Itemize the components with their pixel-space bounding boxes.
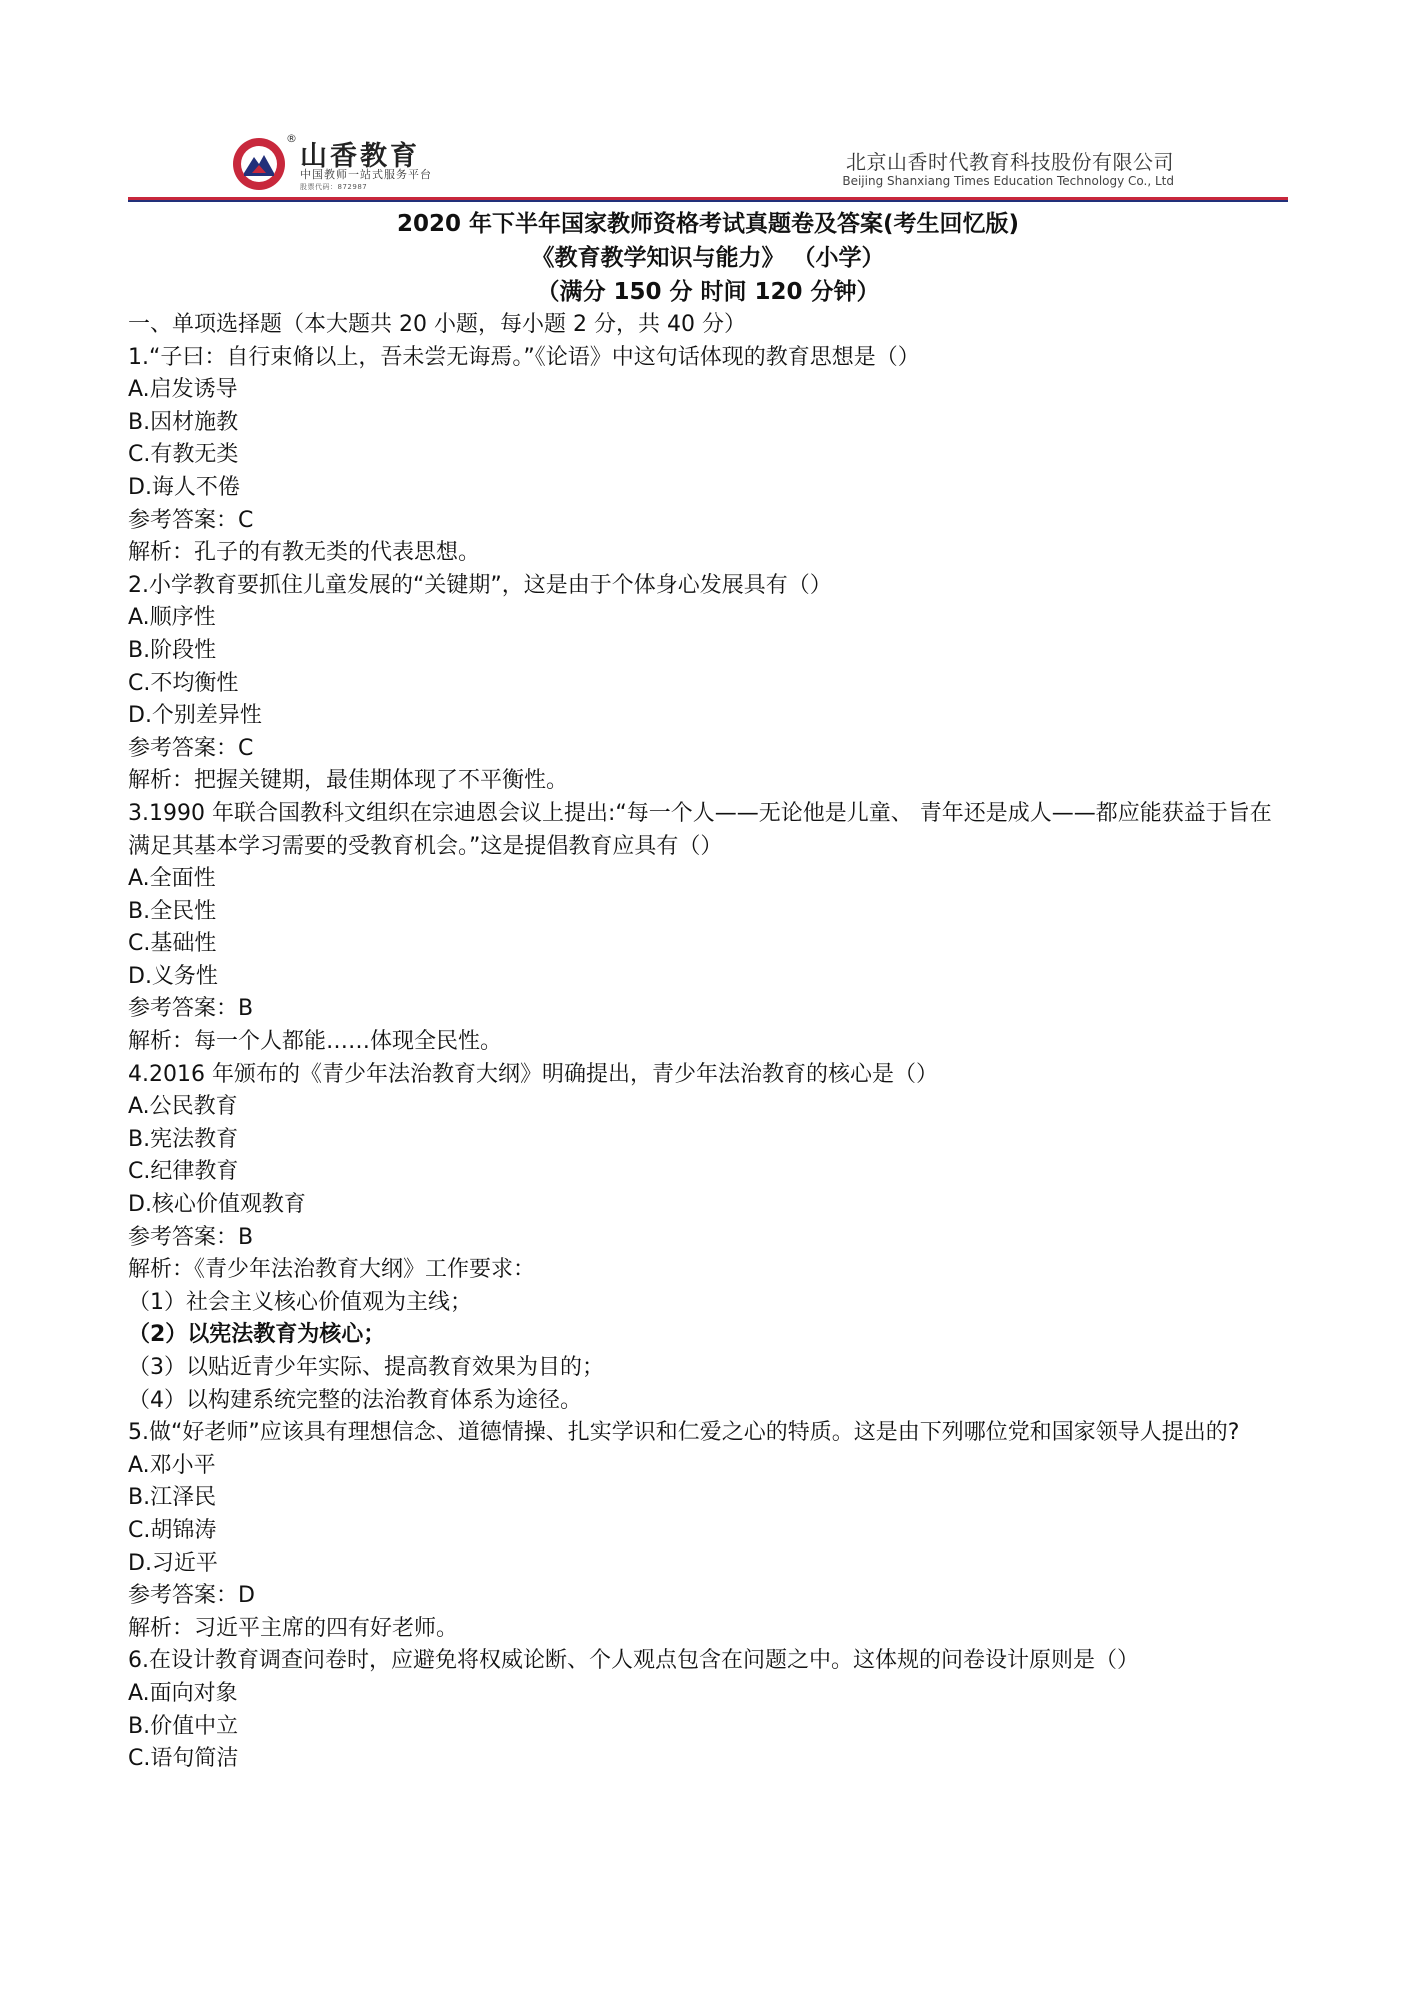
analysis-item: （3）以贴近青少年实际、提高教育效果为目的；: [128, 1355, 604, 1380]
option-d: D.个别差异性: [128, 703, 262, 729]
doc-score-time: （满分 150 分 时间 120 分钟）: [536, 279, 880, 305]
answer-analysis: 解析：《青少年法治教育大纲》工作要求：: [128, 1257, 536, 1283]
option-d: D.核心价值观教育: [128, 1192, 306, 1218]
document-body: [128, 207, 1288, 1776]
answer-analysis: 解析：每一个人都能……体现全民性。: [128, 1029, 503, 1055]
question-stem: 2.小学教育要抓住儿童发展的“关键期”，这是由于个体身心发展具有（）: [128, 572, 832, 598]
reference-answer: 参考答案：B: [128, 996, 254, 1022]
question-2: [128, 570, 1288, 798]
option-b: B.江泽民: [128, 1485, 217, 1511]
question-stem: 3.1990 年联合国教科文组织在宗迪恩会议上提出:“每一个人——无论他是儿童、 青年还是成人——都应能获益于旨在满足其基本学习需要的受教育机会。”这是提倡教育应具有（）: [128, 800, 1272, 859]
company-name-cn: 北京山香时代教育科技股份有限公司: [846, 150, 1174, 174]
answer-analysis: 解析：习近平主席的四有好老师。: [128, 1615, 459, 1641]
header-rule-blue: [128, 200, 1288, 202]
reference-answer: 参考答案：D: [128, 1583, 255, 1609]
brand-tagline: 中国教师一站式服务平台: [300, 168, 432, 181]
option-d: D.义务性: [128, 963, 218, 989]
option-d: D.习近平: [128, 1550, 218, 1576]
option-b: B.宪法教育: [128, 1126, 239, 1152]
analysis-item: （1）社会主义核心价值观为主线；: [128, 1289, 472, 1315]
option-c: C.不均衡性: [128, 670, 239, 696]
option-a: A.公民教育: [128, 1094, 238, 1120]
question-5: [128, 1417, 1288, 1645]
brand-name: 山香教育: [300, 141, 420, 172]
option-b: B.全民性: [128, 898, 217, 924]
option-c: C.基础性: [128, 931, 217, 957]
option-a: A.面向对象: [128, 1680, 238, 1706]
doc-subtitle: 《教育教学知识与能力》 （小学）: [531, 245, 885, 271]
question-stem: 6.在设计教育调查问卷时，应避免将权威论断、个人观点包含在问题之中。这体规的问卷设计原则是（）: [128, 1648, 1139, 1674]
analysis-item: （4）以构建系统完整的法治教育体系为途径。: [128, 1387, 582, 1413]
question-4: [128, 1059, 1288, 1418]
question-stem: 4.2016 年颁布的《青少年法治教育大纲》明确提出，青少年法治教育的核心是（）: [128, 1061, 938, 1087]
option-c: C.语句简洁: [128, 1746, 239, 1772]
question-3: [128, 798, 1288, 1059]
question-stem: 5.做“好老师”应该具有理想信念、道德情操、扎实学识和仁爱之心的特质。这是由下列哪位党和国家领导人提出的?: [128, 1420, 1240, 1446]
option-c: C.纪律教育: [128, 1159, 239, 1185]
question-stem: 1.“子曰：自行束脩以上，吾未尝无诲焉。”《论语》中这句话体现的教育思想是（）: [128, 344, 920, 370]
option-a: A.启发诱导: [128, 377, 238, 403]
reference-answer: 参考答案：B: [128, 1224, 254, 1250]
option-b: B.因材施教: [128, 409, 239, 435]
option-a: A.顺序性: [128, 605, 216, 631]
doc-title-line: 2020 年下半年国家教师资格考试真题卷及答案(考生回忆版): [396, 211, 1020, 237]
reference-answer: 参考答案：C: [128, 735, 254, 761]
reference-answer: 参考答案：C: [128, 507, 254, 533]
option-b: B.阶段性: [128, 637, 217, 663]
option-a: A.全面性: [128, 866, 216, 892]
option-b: B.价值中立: [128, 1713, 239, 1739]
option-c: C.胡锦涛: [128, 1517, 217, 1543]
registered-mark: ®: [286, 132, 297, 145]
answer-analysis: 解析：孔子的有教无类的代表思想。: [128, 540, 481, 566]
answer-analysis: 解析：把握关键期，最佳期体现了不平衡性。: [128, 768, 569, 794]
page-header: [0, 0, 1414, 205]
option-c: C.有教无类: [128, 442, 239, 468]
option-a: A.邓小平: [128, 1452, 216, 1478]
company-name-en: Beijing Shanxiang Times Education Technology Co., Ltd: [842, 174, 1174, 188]
question-1: [128, 342, 1288, 570]
shanxiang-logo-icon: [232, 137, 286, 191]
option-d: D.诲人不倦: [128, 474, 240, 500]
analysis-item-highlight: （2）以宪法教育为核心；: [128, 1322, 386, 1348]
section-heading: 一、单项选择题（本大题共 20 小题，每小题 2 分，共 40 分）: [128, 312, 746, 337]
question-6: [128, 1645, 1288, 1775]
stock-code: 股票代码：872987: [300, 183, 368, 191]
